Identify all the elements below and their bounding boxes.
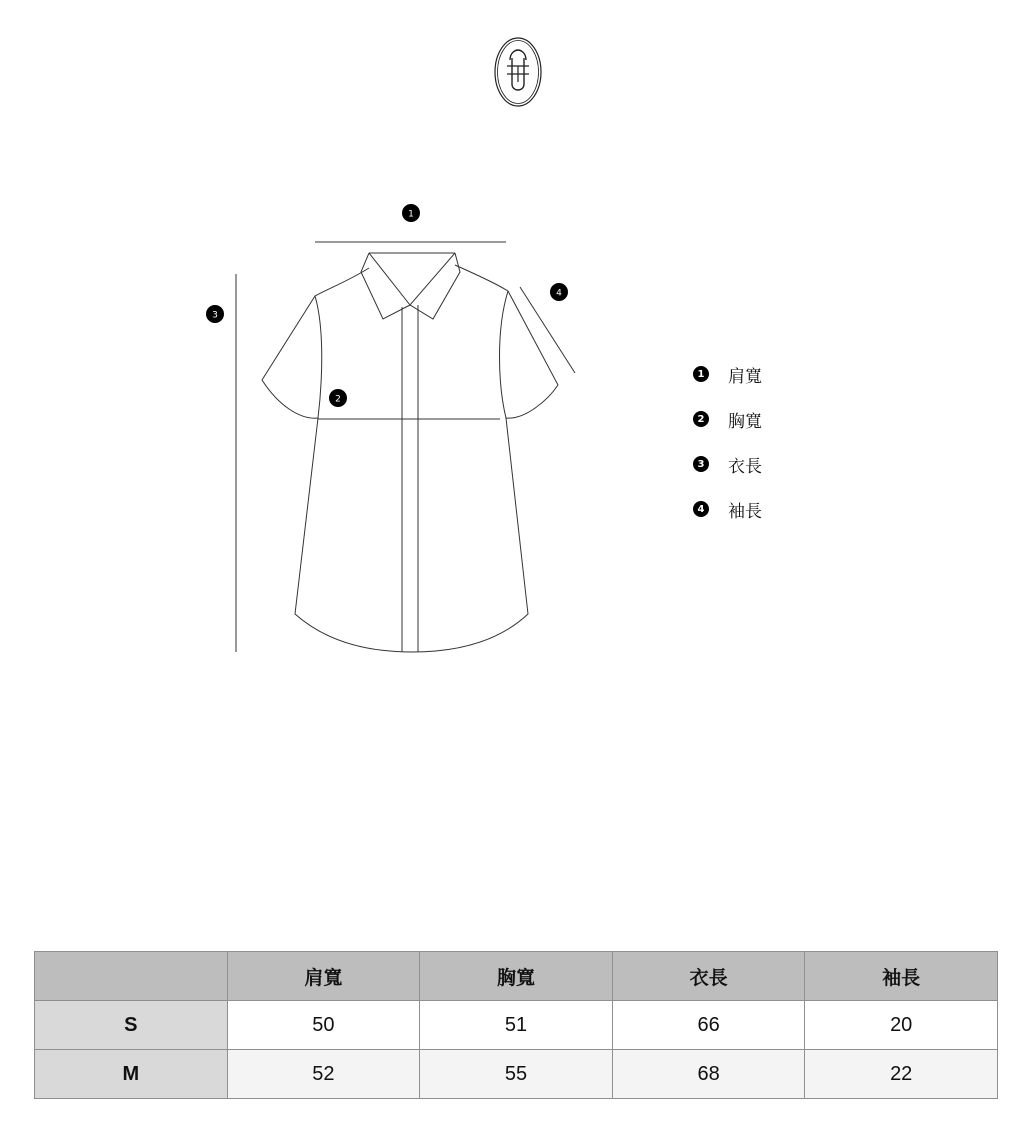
table-header-shoulder: 肩寬 xyxy=(227,952,420,1001)
table-cell: 68 xyxy=(612,1050,805,1099)
legend-marker: 3 xyxy=(693,456,709,472)
marker-4 xyxy=(550,283,568,301)
svg-text:1: 1 xyxy=(408,209,414,220)
table-row xyxy=(35,1050,998,1099)
table-header-sleeve: 袖長 xyxy=(805,952,998,1001)
table-header-corner xyxy=(35,952,228,1001)
table-cell: 22 xyxy=(805,1050,998,1099)
table-cell: 52 xyxy=(227,1050,420,1099)
table-row xyxy=(35,1001,998,1050)
legend-label: 胸寬 xyxy=(728,411,762,432)
svg-text:3: 3 xyxy=(212,310,218,321)
size-chart-table xyxy=(34,951,998,1099)
table-cell: 20 xyxy=(805,1001,998,1050)
legend-label: 衣長 xyxy=(728,456,762,477)
legend-item-chest xyxy=(693,407,762,431)
table-cell: 66 xyxy=(612,1001,805,1050)
table-cell: 55 xyxy=(420,1050,613,1099)
legend-label: 袖長 xyxy=(728,501,762,522)
legend-item-sleeve xyxy=(693,497,762,521)
table-cell: 51 xyxy=(420,1001,613,1050)
legend-marker: 4 xyxy=(693,501,709,517)
size-label: M xyxy=(35,1050,228,1099)
size-label: S xyxy=(35,1001,228,1050)
table-header-chest: 胸寬 xyxy=(420,952,613,1001)
marker-1 xyxy=(402,204,420,222)
legend-item-shoulder xyxy=(693,362,762,386)
legend-marker: 1 xyxy=(693,366,709,382)
legend-item-length xyxy=(693,452,762,476)
svg-text:4: 4 xyxy=(556,288,562,299)
table-header-length: 衣長 xyxy=(612,952,805,1001)
marker-3 xyxy=(206,305,224,323)
measurement-legend xyxy=(693,362,762,542)
table-cell: 50 xyxy=(227,1001,420,1050)
table-header-row xyxy=(35,952,998,1001)
marker-2 xyxy=(329,389,347,407)
legend-label: 肩寬 xyxy=(728,366,762,387)
legend-marker: 2 xyxy=(693,411,709,427)
svg-text:2: 2 xyxy=(335,394,341,405)
